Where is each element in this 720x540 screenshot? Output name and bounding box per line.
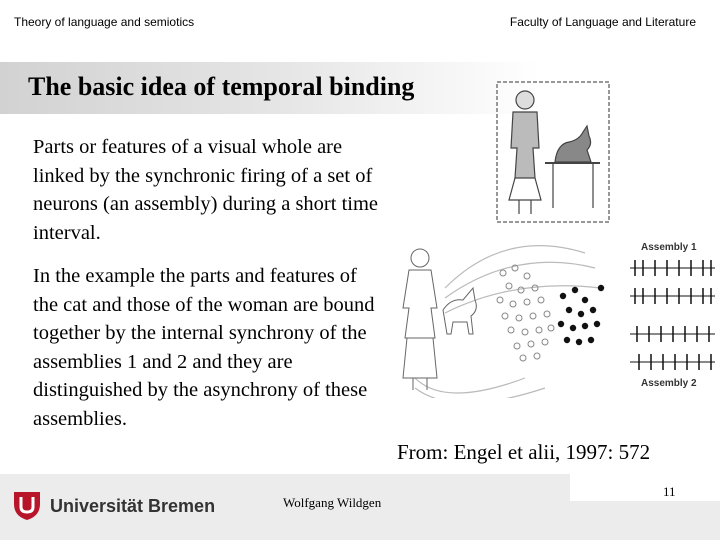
projection-arrows — [415, 246, 600, 398]
neuron-cluster-filled — [558, 285, 604, 345]
spike-train-4 — [630, 354, 715, 370]
woman-with-cat-drawing — [509, 91, 600, 214]
figure-credit: From: Engel et alii, 1997: 572 — [397, 440, 651, 464]
footer-page-box — [570, 474, 720, 501]
page-number: 11 — [663, 484, 676, 499]
spike-train-1 — [630, 260, 715, 276]
author-name: Wolfgang Wildgen — [283, 495, 382, 510]
paragraph-example: In the example the parts and features of the cat and those of the woman are bound together by the internal synchrony of the assemblies 1 and 2 and they are distinguished by the asynchrony of these assemblies. — [33, 265, 375, 430]
assembly-2-label: Assembly 2 — [641, 378, 697, 389]
assembly-1-label: Assembly 1 — [641, 242, 697, 253]
spike-trains — [630, 260, 715, 370]
header-course-title: Theory of language and semiotics — [14, 15, 195, 29]
spike-train-2 — [630, 288, 715, 304]
temporal-binding-figure — [385, 78, 720, 398]
neuron-cluster-open — [497, 265, 554, 361]
spike-train-3 — [630, 326, 715, 342]
slide-title: The basic idea of temporal binding — [28, 72, 415, 101]
university-logo-icon — [12, 490, 42, 522]
header-faculty: Faculty of Language and Literature — [509, 15, 696, 29]
paragraph-definition: Parts or features of a visual whole are linked by the synchronic firing of a set of neurons (an assembly) during a short time interval. — [33, 136, 379, 244]
university-name: Universität Bremen — [50, 496, 216, 516]
